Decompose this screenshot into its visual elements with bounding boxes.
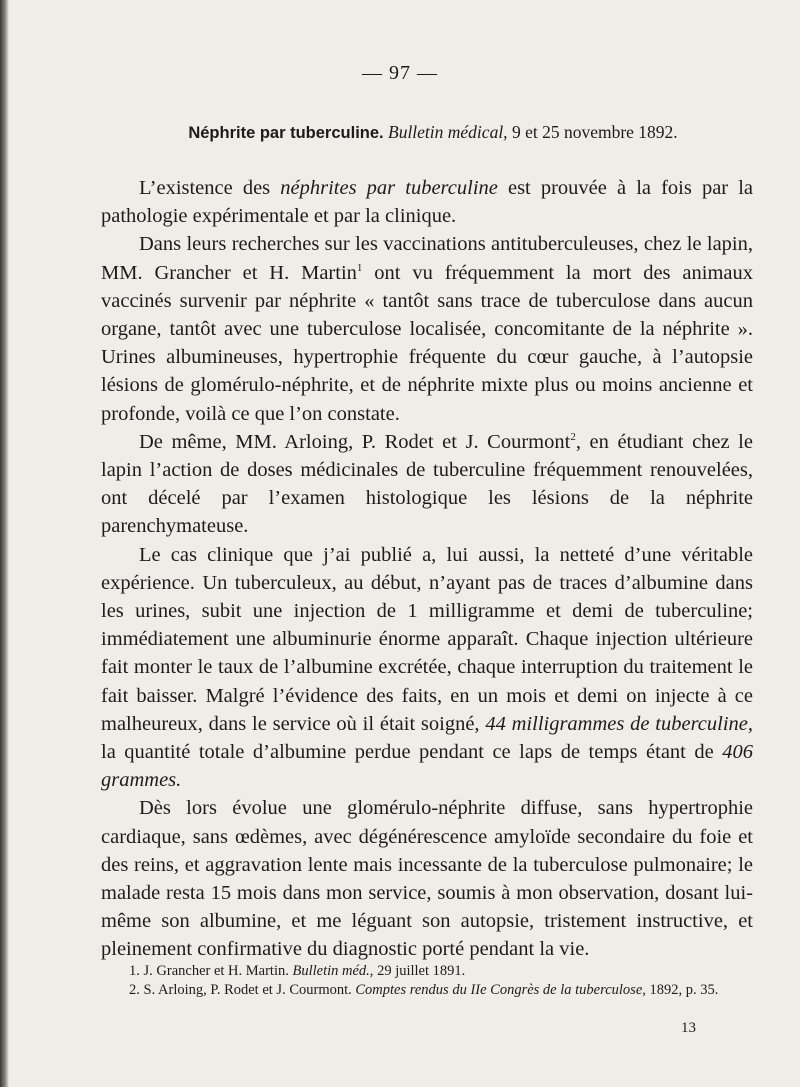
footnote-2-date: 1892, p. 35. [649, 982, 719, 998]
paragraph-4-emphasis-b: 406 grammes. [101, 741, 753, 792]
paragraph-4-text-b: la quantité totale d’albumine perdue pendant ce laps de temps étant de [101, 741, 714, 764]
section-title-text: Néphrite par tuberculine. [188, 124, 384, 142]
footnote-1 [101, 962, 753, 981]
footnote-1-source: Bulletin méd., [292, 963, 374, 979]
footnote-1-date: 29 juillet 1891. [377, 963, 466, 979]
body-text [101, 174, 753, 964]
footnote-2 [101, 981, 753, 1000]
paragraph-1 [101, 174, 753, 230]
footnote-2-authors: S. Arloing, P. Rodet et J. Courmont. [143, 982, 352, 998]
paragraph-2-text-a: Dans leurs recherches sur les vaccinations antituberculeuses, chez le lapin, MM. Grancher et H. Martin [101, 233, 753, 284]
footnote-1-number: 1. [129, 963, 140, 979]
signature-mark: 13 [681, 1020, 696, 1036]
footnotes [101, 962, 753, 1000]
paragraph-4-emphasis-a: 44 milligrammes de tuberculine, [485, 712, 753, 735]
footnote-2-number: 2. [129, 982, 140, 998]
section-dates: 9 et 25 novembre 1892. [511, 122, 678, 142]
footnote-ref-1: 1 [356, 261, 363, 274]
paragraph-2-text-b: ont vu fréquemment la mort des animaux vaccinés survenir par néphrite « tantôt sans trace de tuberculose dans aucun organe, tantôt avec une tuberculose localisée, concomitante de la néphrite ». Urines albumineuses, hypertrophie fréquente du cœur gauche, à l’autopsie lésions de glomérulo-néphrite, et de néphrite mixte plus ou moins ancienne et profonde, voilà ce que l’on constate. [101, 261, 753, 425]
paragraph-5-text: Dès lors évolue une glomérulo-néphrite diffuse, sans hypertrophie cardiaque, sans œdèmes, avec dégénérescence amyloïde secondaire du foie et des reins, et aggravation lente mais incessante de la tuberculose pulmonaire; le malade resta 15 mois dans mon service, soumis à mon observation, dosant lui-même son albumine, et me léguant son autopsie, tristement instructive, et pleinement confirmative du diagnostic porté pendant la vie. [101, 797, 753, 961]
paragraph-1-text-a: L’existence des [139, 177, 271, 199]
paragraph-1-emphasis: néphrites par tuberculine [280, 177, 498, 199]
paragraph-3 [101, 428, 753, 541]
paragraph-4 [101, 541, 753, 795]
paragraph-1-text-b: est prouvée à la fois par la pathologie expérimentale et par la clinique. [101, 177, 754, 228]
footnote-ref-2: 2 [570, 431, 576, 443]
paragraph-3-text-a: De même, MM. Arloing, P. Rodet et J. Courmont [139, 430, 571, 453]
section-source: Bulletin médical, [388, 122, 508, 142]
footnote-2-source: Comptes rendus du IIe Congrès de la tuberculose, [355, 982, 646, 998]
page-number: — 97 — [362, 62, 438, 84]
paragraph-4-text-a: Le cas clinique que j’ai publié a, lui aussi, la netteté d’une véritable expérience. Un tuberculeux, au début, n’ayant pas de traces d’albumine dans les urines, subit une injection de 1 milligramme et demi de tuberculine; immédiatement une albuminurie énorme apparaît. Chaque injection ultérieure fait monter le taux de l’albumine excrétée, chaque interruption du traitement le fait baisser. Malgré l’évidence des faits, en un mois et demi on injecte à ce malheureux, dans le service où il était soigné, [101, 543, 753, 735]
paragraph-5 [101, 794, 753, 963]
paragraph-3-text-b: , en étudiant chez le lapin l’action de doses médicinales de tuberculine fréquemment renouvelées, ont décelé par l’examen histologique les lésions de la néphrite parenchymateuse. [101, 430, 753, 538]
page-edge-shadow [0, 0, 9, 1087]
footnote-1-authors: J. Grancher et H. Martin. [143, 963, 289, 979]
section-title [0, 122, 800, 143]
paragraph-2 [101, 230, 753, 427]
